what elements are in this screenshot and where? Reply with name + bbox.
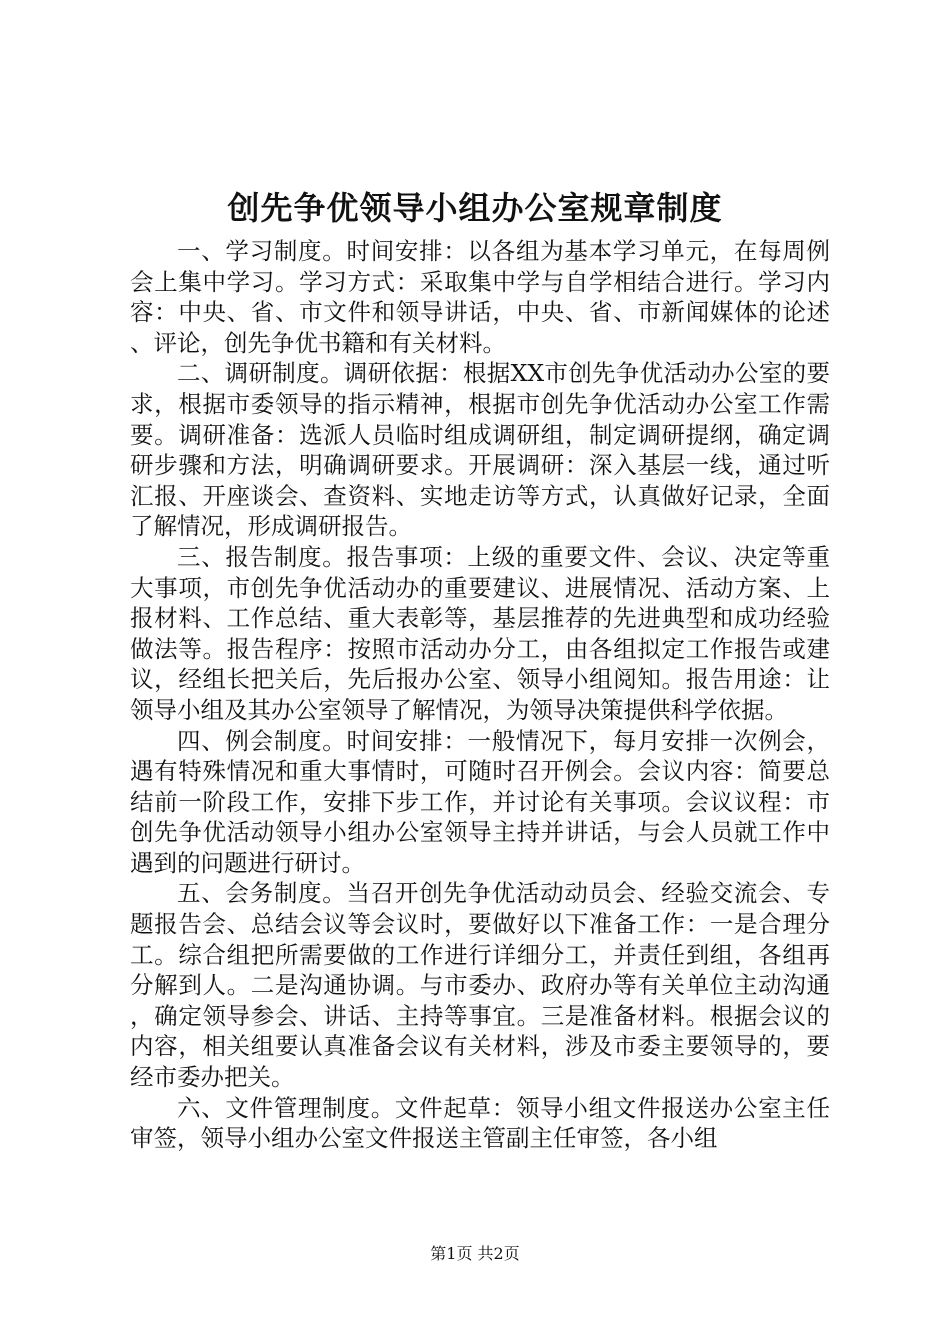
document-title: 创先争优领导小组办公室规章制度: [227, 189, 723, 227]
paragraph-conference-system: 五、会务制度。当召开创先争优活动动员会、经验交流会、专题报告会、总结会议等会议时，要做好以下准备工作：一是合理分工。综合组把所需要做的工作进行详细分工，并责任到组，各组再分解到人。二是沟通协调。与市委办、政府办等有关单位主动沟通，确定领导参会、讲话、主持等事宜。三是准备材料。根据会议的内容，相关组要认真准备会议有关材料，涉及市委主要领导的，要经市委办把关。: [130, 879, 830, 1092]
page-footer: [0, 1244, 950, 1264]
paragraph-file-management-system: 六、文件管理制度。文件起草：领导小组文件报送办公室主任审签，领导小组办公室文件报送主管副主任审签，各小组: [130, 1093, 830, 1153]
paragraph-report-system: 三、报告制度。报告事项：上级的重要文件、会议、决定等重大事项，市创先争优活动办的重要建议、进展情况、活动方案、上报材料、工作总结、重大表彰等，基层推荐的先进典型和成功经验做法等。报告程序：按照市活动办分工，由各组拟定工作报告或建议，经组长把关后，先后报办公室、领导小组阅知。报告用途：让领导小组及其办公室领导了解情况，为领导决策提供科学依据。: [130, 542, 830, 724]
document-body: [130, 236, 830, 1154]
paragraph-meeting-system: 四、例会制度。时间安排：一般情况下，每月安排一次例会，遇有特殊情况和重大事情时，可随时召开例会。会议内容：简要总结前一阶段工作，安排下步工作，并讨论有关事项。会议议程：市创先争优活动领导小组办公室领导主持并讲话，与会人员就工作中遇到的问题进行研讨。: [130, 726, 830, 877]
paragraph-research-system: 二、调研制度。调研依据：根据XX市创先争优活动办公室的要求，根据市委领导的指示精神，根据市创先争优活动办公室工作需要。调研准备：选派人员临时组成调研组，制定调研提纲，确定调研步骤和方法，明确调研要求。开展调研：深入基层一线，通过听汇报、开座谈会、查资料、实地走访等方式，认真做好记录，全面了解情况，形成调研报告。: [130, 359, 830, 541]
paragraph-study-system: 一、学习制度。时间安排：以各组为基本学习单元，在每周例会上集中学习。学习方式：采取集中学与自学相结合进行。学习内容：中央、省、市文件和领导讲话，中央、省、市新闻媒体的论述、评论，创先争优书籍和有关材料。: [130, 237, 830, 357]
page-indicator: 第1页 共2页: [430, 1244, 520, 1263]
